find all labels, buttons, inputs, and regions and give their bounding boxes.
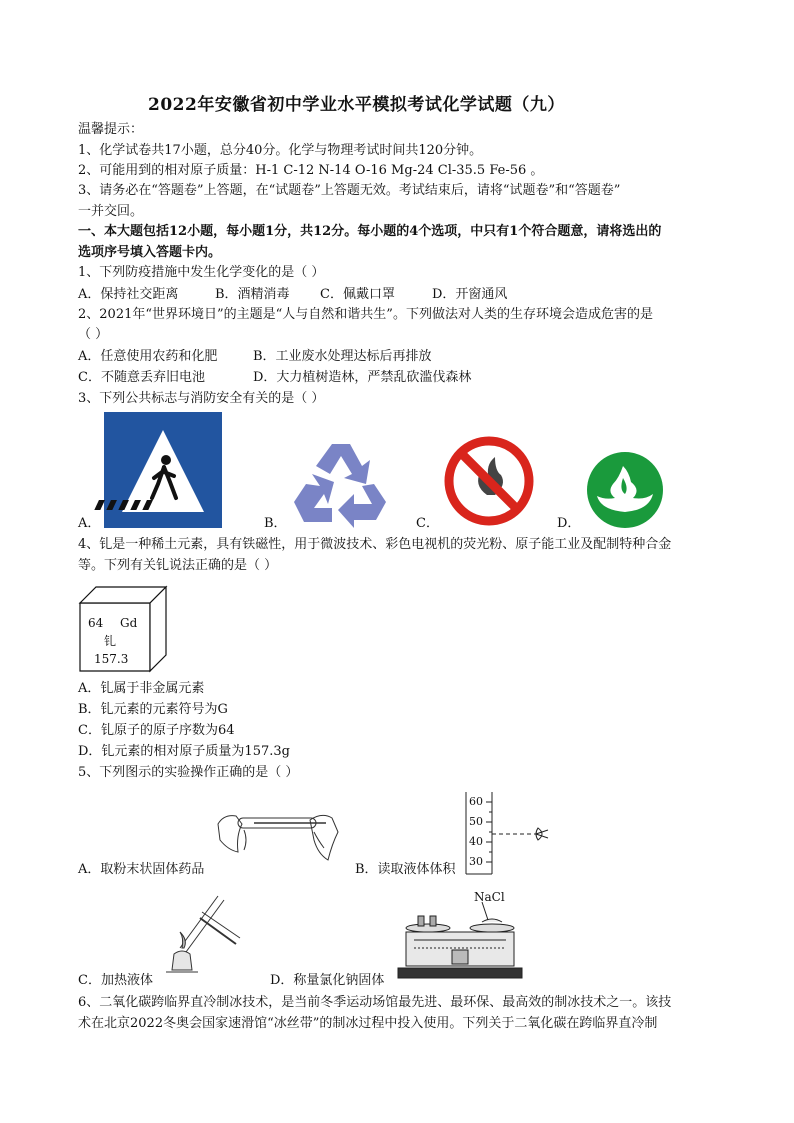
page-title: 2022年安徽省初中学业水平模拟考试化学试题（九） <box>148 95 565 115</box>
pedestrian-crossing-sign-icon <box>104 412 222 528</box>
q4-option-d: D．钆元素的相对原子质量为157.3g <box>78 744 290 759</box>
cylinder-tick-60: 60 <box>469 795 483 808</box>
cylinder-tick-50: 50 <box>469 815 483 828</box>
element-name: 钆 <box>104 634 117 648</box>
q5-option-a: A．取粉末状固体药品 <box>78 862 205 877</box>
powder-sampling-illustration <box>214 810 344 866</box>
q2-option-b: B．工业废水处理达标后再排放 <box>253 349 432 364</box>
q4-stem-a: 4、钆是一种稀土元素，具有铁磁性，用于微波技术、彩色电视机的荧光粉、原子能工业及配制特种合金 <box>78 537 672 552</box>
q5-option-b: B．读取液体体积 <box>355 862 456 877</box>
q1-option-b: B．酒精消毒 <box>215 287 290 302</box>
q3-stem: 3、下列公共标志与消防安全有关的是（ ） <box>78 391 325 406</box>
q3-option-b: B． <box>264 516 287 531</box>
q1-option-d: D．开窗通风 <box>432 287 508 302</box>
q5-option-d: D．称量氯化钠固体 <box>270 973 385 988</box>
tips-heading: 温馨提示： <box>78 122 144 137</box>
tip-3a: 3、请务必在“答题卷”上答题，在“试题卷”上答题无效。考试结束后，请将“试题卷”和“答题卷” <box>78 183 621 198</box>
tip-3b: 一并交回。 <box>78 204 144 219</box>
heating-liquid-illustration <box>160 888 244 976</box>
q6-line-1: 6、二氧化碳跨临界直冷制冰技术，是当前冬季运动场馆最先进、最环保、最高效的制冰技术之一。该技 <box>78 995 672 1010</box>
q2-option-a: A．任意使用农药和化肥 <box>78 349 218 364</box>
q3-option-c: C． <box>416 516 439 531</box>
q4-option-b: B．钆元素的元素符号为G <box>78 702 228 717</box>
section-heading-2: 选项序号填入答题卡内。 <box>78 245 222 260</box>
nacl-label: NaCl <box>474 890 505 904</box>
water-saving-sign-icon <box>585 450 665 530</box>
no-open-flame-sign-icon <box>443 435 535 527</box>
q1-stem: 1、下列防疫措施中发生化学变化的是（ ） <box>78 265 325 280</box>
tip-1: 1、化学试卷共17小题，总分40分。化学与物理考试时间共120分钟。 <box>78 143 483 158</box>
q3-option-a: A． <box>78 516 101 531</box>
element-number: 64 <box>88 616 104 630</box>
recycling-sign-icon <box>292 440 388 526</box>
q5-option-c: C．加热液体 <box>78 973 153 988</box>
q2-stem-a: 2、2021年“世界环境日”的主题是“人与自然和谐共生”。下列做法对人类的生存环境会造成危害的是 <box>78 307 653 322</box>
q2-option-d: D．大力植树造林，严禁乱砍滥伐森林 <box>253 370 472 385</box>
q4-option-c: C．钆原子的原子序数为64 <box>78 723 235 738</box>
q4-stem-b: 等。下列有关钆说法正确的是（ ） <box>78 558 278 573</box>
q2-option-c: C．不随意丢弃旧电池 <box>78 370 205 385</box>
element-mass: 157.3 <box>94 652 129 666</box>
section-heading-1: 一、本大题包括12小题，每小题1分，共12分。每小题的4个选项，中只有1个符合题意，请将选出的 <box>78 224 662 239</box>
cylinder-tick-40: 40 <box>469 835 483 848</box>
tip-2: 2、可能用到的相对原子质量：H-1 C-12 N-14 O-16 Mg-24 Cl-35.5 Fe-56 。 <box>78 163 544 178</box>
q6-line-2: 术在北京2022冬奥会国家速滑馆“冰丝带”的制冰过程中投入使用。下列关于二氧化碳在跨临界直冷制 <box>78 1016 658 1031</box>
q2-stem-b: （ ） <box>78 327 109 342</box>
q1-option-a: A．保持社交距离 <box>78 287 179 302</box>
q5-stem: 5、下列图示的实验操作正确的是（ ） <box>78 765 299 780</box>
element-symbol: Gd <box>120 616 138 630</box>
cylinder-tick-30: 30 <box>469 855 483 868</box>
q4-option-a: A．钆属于非金属元素 <box>78 681 205 696</box>
q1-option-c: C．佩戴口罩 <box>320 287 395 302</box>
q3-option-d: D． <box>557 516 581 531</box>
